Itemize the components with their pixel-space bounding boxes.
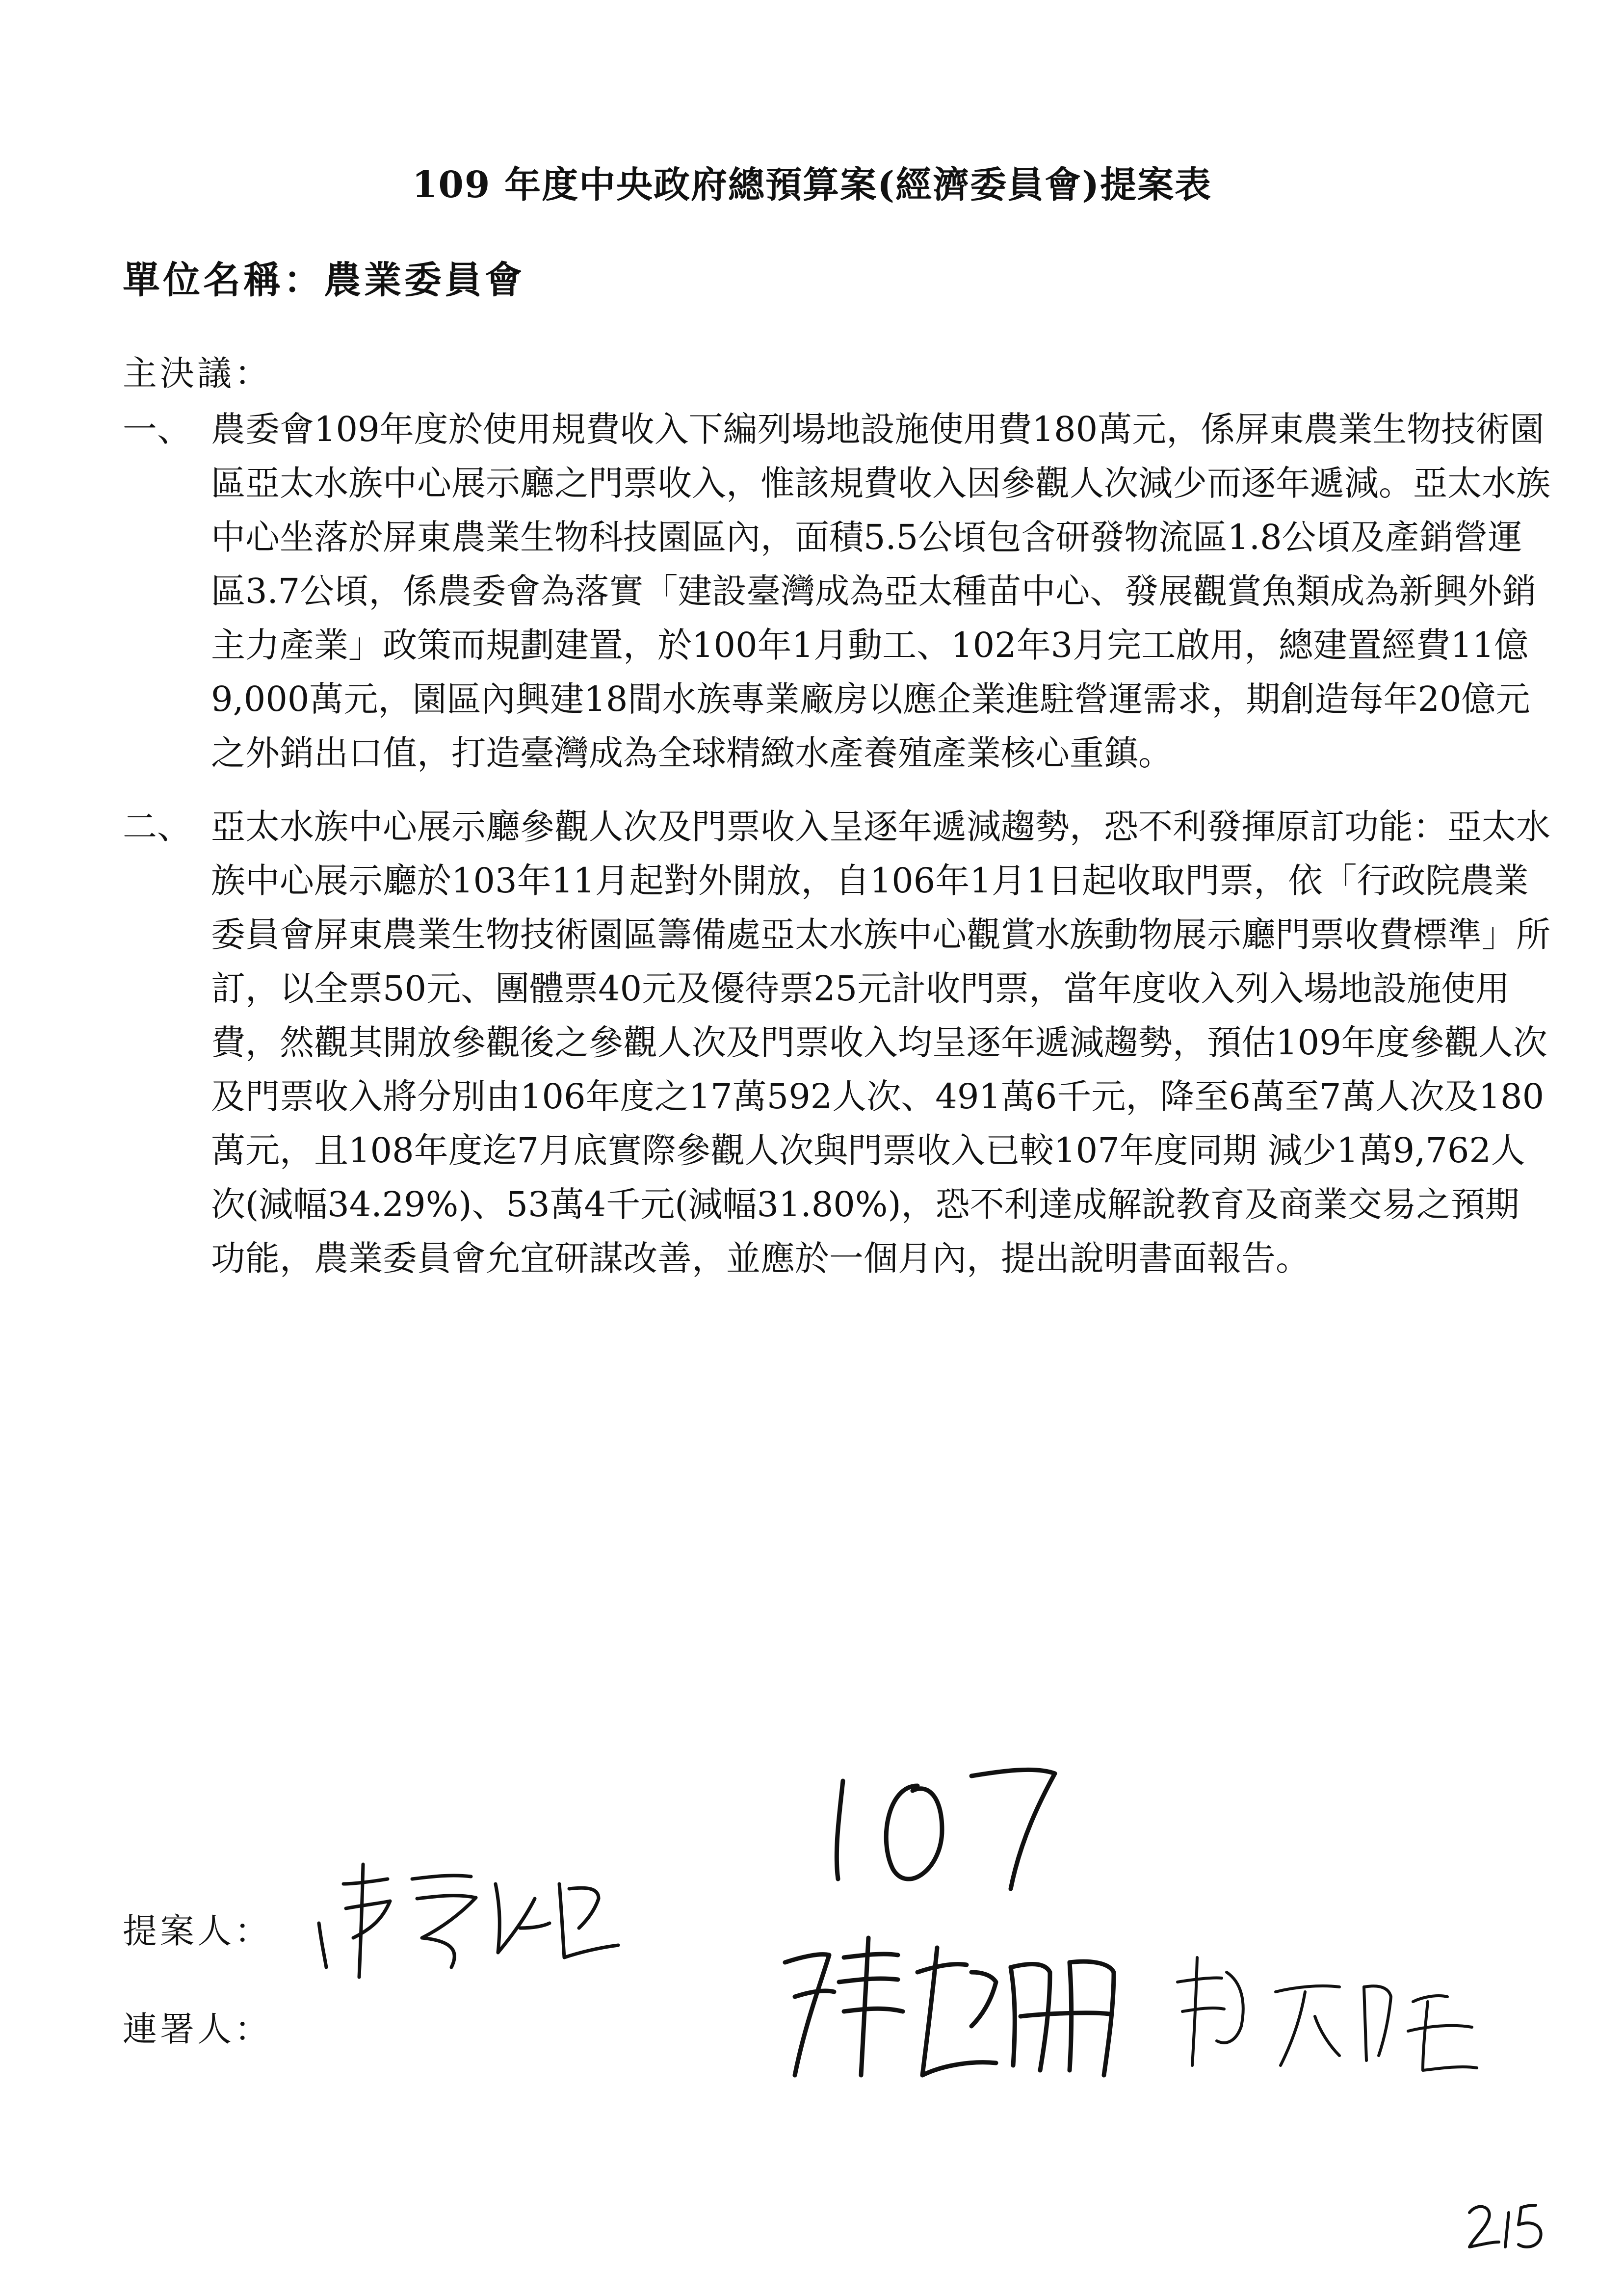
item-text: 農委會109年度於使用規費收入下編列場地設施使用費180萬元，係屏東農業生物技術園區亞太水族中心展示廳之門票收入，惟該規費收入因參觀人次減少而逐年遞減。亞太水族中心坐落於屏東農業生物科技園區內，面積5.5公頃包含研發物流區1.8公頃及產銷營運區3.7公頃，係農委會為落實「建設臺灣成為亞太種苗中心、發展觀賞魚類成為新興外銷主力產業」政策而規劃建置，於100年1月動工、102年3月完工啟用，總建置經費11億9,000萬元，園區內興建18間水族專業廠房以應企業進駐營運需求，期創造每年20億元之外銷出口值，打造臺灣成為全球精緻水產養殖產業核心重鎮。 <box>211 409 1550 773</box>
item-number: 一、 <box>123 409 191 449</box>
item-text: 亞太水族中心展示廳參觀人次及門票收入呈逐年遞減趨勢，恐不利發揮原訂功能：亞太水族中心展示廳於103年11月起對外開放，自106年1月1日起收取門票，依「行政院農業委員會屏東農業生物技術園區籌備處亞太水族中心觀賞水族動物展示廳門票收費標準」所訂，以全票50元、團體票40元及優待票25元計收門票，當年度收入列入場地設施使用費，然觀其開放參觀後之參觀人次及門票收入均呈逐年遞減趨勢，預估109年度參觀人次及門票收入將分別由106年度之17萬592人次、491萬6千元，降至6萬至7萬人次及180萬元，且108年度迄7月底實際參觀人次與門票收入已較107年度同期 減少1萬9,762人次(減幅34.29%)、53萬4千元(減幅31.80%)，恐不利達成解說教育及商業交易之預期功能，農業委員會允宜研謀改善，並應於一個月內，提出說明書面報告。 <box>211 807 1550 1278</box>
document-title: 109 年度中央政府總預算案(經濟委員會)提案表 <box>412 164 1212 206</box>
handwritten-number-107 <box>814 1756 1070 1904</box>
proposer-label: 提案人： <box>123 1911 272 1951</box>
cosigner-signature-1 <box>765 1928 1128 2090</box>
resolution-item-2 <box>123 800 1550 1285</box>
item-number: 二、 <box>123 807 191 847</box>
cosigner-signature-2 <box>1168 1943 1482 2090</box>
cosigner-label: 連署人： <box>123 2009 272 2049</box>
main-resolution-label: 主決議： <box>123 353 272 393</box>
page-number <box>1462 2193 1560 2257</box>
unit-name: 單位名稱：農業委員會 <box>123 258 525 302</box>
proposer-signature <box>304 1854 628 1987</box>
resolution-item-1 <box>123 402 1550 780</box>
